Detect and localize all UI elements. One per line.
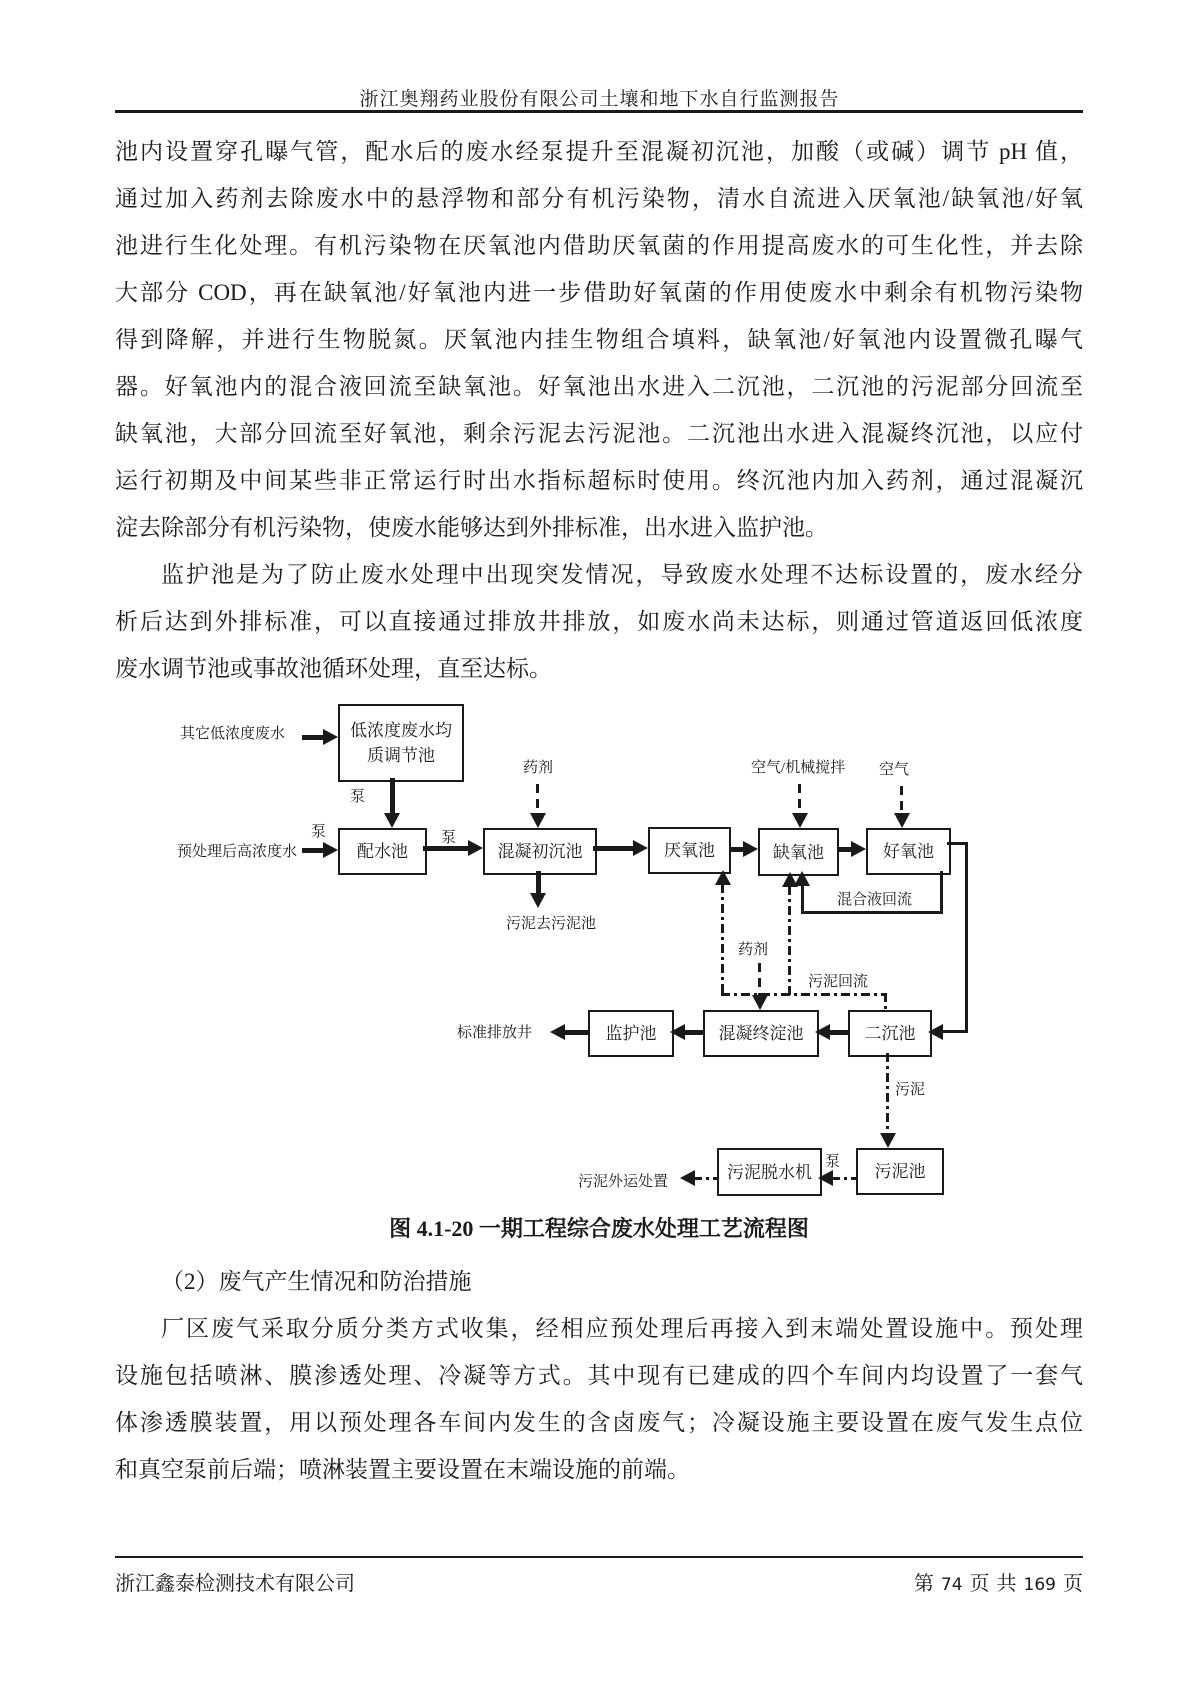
flow-dashed-agent-to-coagfinal xyxy=(758,963,761,996)
arrowhead-right-icon xyxy=(323,729,338,745)
flow-dashed-agent-to-coagprimary xyxy=(536,784,539,814)
paragraph-line: 析后达到外排标准，可以直接通过排放井排放，如废水尚未达标，则通过管道返回低浓度 xyxy=(115,609,1083,634)
page-number-conjunction: 共 xyxy=(996,1573,1017,1595)
flow-label-agent-2: 药剂 xyxy=(738,942,769,958)
flow-line-into-secondary xyxy=(941,1030,968,1033)
flow-box-guard-tank: 监护池 xyxy=(588,1010,674,1057)
flow-dashdot-sludgereturn-horizontal xyxy=(721,993,887,996)
page-number xyxy=(914,1567,1083,1596)
flow-label-sludge: 污泥 xyxy=(895,1082,926,1098)
arrowhead-right-icon xyxy=(323,842,338,858)
flow-label-pump-1: 泵 xyxy=(350,789,366,805)
flow-dashdot-sludgereturn-to-anaerobic xyxy=(721,884,724,996)
section-heading: （2）废气产生情况和防治措施 xyxy=(161,1269,472,1294)
flow-line-mixedreturn-right xyxy=(940,871,943,914)
paragraph-line: 淀去除部分有机污染物，使废水能够达到外排标准，出水进入监护池。 xyxy=(115,515,828,540)
arrowhead-right-icon xyxy=(468,840,483,856)
flow-line-coagfinal-to-guard xyxy=(683,1030,703,1035)
arrowhead-down-icon xyxy=(880,1133,896,1148)
flow-dashdot-sludgetank-to-dewatering xyxy=(831,1177,856,1180)
arrowhead-down-icon xyxy=(752,995,768,1010)
arrowhead-left-icon xyxy=(680,1170,695,1186)
flow-box-distribution-tank: 配水池 xyxy=(338,828,427,875)
paragraph-line: 设施包括喷淋、膜渗透处理、冷凝等方式。其中现有已建成的四个车间内均设置了一套气 xyxy=(115,1363,1083,1388)
flow-box-anaerobic-tank: 厌氧池 xyxy=(648,827,731,874)
flow-box-coagulation-primary-tank: 混凝初沉池 xyxy=(483,828,597,875)
flow-dashdot-sludgereturn-to-anoxic xyxy=(788,886,791,996)
paragraph-line: 得到降解，并进行生物脱氮。厌氧池内挂生物组合填料，缺氧池/好氧池内设置微孔曝气 xyxy=(115,327,1083,352)
flow-line-secondary-to-coagfinal xyxy=(828,1030,848,1035)
arrowhead-down-icon xyxy=(384,813,400,828)
flow-dashdot-sludgereturn-from-secondary xyxy=(884,993,887,1011)
flow-box-coagulation-final-tank: 混凝终淀池 xyxy=(703,1010,819,1057)
flow-dashed-air-to-aerobic xyxy=(900,786,903,814)
flow-box-aerobic-tank: 好氧池 xyxy=(866,828,951,875)
flow-label-agent-1: 药剂 xyxy=(523,760,554,776)
paragraph-line: 缺氧池，大部分回流至好氧池，剩余污泥去污泥池。二沉池出水进入混凝终沉池，以应付 xyxy=(115,421,1083,446)
flow-line-aerobic-out-vertical xyxy=(965,842,968,1032)
flow-label-sludge-return: 污泥回流 xyxy=(808,974,869,990)
flow-line-distribution-to-coagprimary xyxy=(423,846,470,851)
arrowhead-up-icon xyxy=(715,870,731,885)
arrowhead-right-icon xyxy=(743,841,758,857)
flow-line-coagprimary-to-anaerobic xyxy=(593,846,635,851)
flow-label-air-mechanical-mixing: 空气/机械搅拌 xyxy=(751,760,846,776)
page-number-prefix: 第 xyxy=(913,1573,934,1595)
paragraph-line: 大部分 COD，再在缺氧池/好氧池内进一步借助好氧菌的作用使废水中剩余有机物污染物 xyxy=(115,280,1083,305)
paragraph-line: 厂区废气采取分质分类方式收集，经相应预处理后再接入到末端处置设施中。预处理 xyxy=(161,1316,1083,1341)
flow-label-pump-2: 泵 xyxy=(311,824,327,840)
paragraph-line: 体渗透膜装置，用以预处理各车间内发生的含卤废气；冷凝设施主要设置在废气发生点位 xyxy=(115,1410,1083,1435)
flow-line-pretreated-to-distribution xyxy=(302,848,325,853)
arrowhead-left-icon xyxy=(818,1170,833,1186)
flow-box-secondary-settling-tank: 二沉池 xyxy=(848,1010,932,1057)
arrowhead-right-icon xyxy=(633,840,648,856)
flow-dashdot-dewatering-to-disposal xyxy=(693,1177,717,1180)
flow-label-standard-discharge-well: 标准排放井 xyxy=(457,1025,533,1041)
figure-caption: 图 4.1-20 一期工程综合废水处理工艺流程图 xyxy=(389,1216,809,1241)
header-rule xyxy=(115,110,1083,113)
paragraph-line: 废水调节池或事故池循环处理，直至达标。 xyxy=(115,656,552,681)
paragraphs-top xyxy=(115,128,1083,692)
flow-label-mixed-liquor-return: 混合液回流 xyxy=(837,892,913,908)
flow-line-guard-to-dischargewell xyxy=(563,1030,588,1035)
paragraph-line: 器。好氧池内的混合液回流至缺氧池。好氧池出水进入二沉池，二沉池的污泥部分回流至 xyxy=(115,374,1083,399)
arrowhead-right-icon xyxy=(851,841,866,857)
footer-rule xyxy=(115,1556,1083,1558)
flow-box-sludge-tank: 污泥池 xyxy=(856,1148,944,1195)
flow-dashdot-secondary-to-sludgetank xyxy=(886,1053,889,1135)
flow-line-otherlow-to-equalization xyxy=(302,735,325,740)
arrowhead-up-icon xyxy=(782,872,798,887)
paragraph-line: 通过加入药剂去除废水中的悬浮物和部分有机污染物，清水自流进入厌氧池/缺氧池/好氧 xyxy=(115,186,1083,211)
flow-box-anoxic-tank: 缺氧池 xyxy=(758,828,839,876)
paragraph-line: 监护池是为了防止废水处理中出现突发情况，导致废水处理不达标设置的，废水经分 xyxy=(161,562,1083,587)
flow-dashed-airmix-to-anoxic xyxy=(798,784,801,814)
page-number-unit: 页 xyxy=(1063,1573,1083,1595)
paragraph-line: 池内设置穿孔曝气管，配水后的废水经泵提升至混凝初沉池，加酸（或碱）调节 pH 值， xyxy=(115,139,1083,164)
arrowhead-down-icon xyxy=(894,813,910,828)
flow-label-sludge-offsite-disposal: 污泥外运处置 xyxy=(578,1174,669,1190)
footer-company: 浙江鑫泰检测技术有限公司 xyxy=(115,1573,355,1595)
flow-label-pump-3: 泵 xyxy=(441,830,457,846)
page-number-current: 74 xyxy=(940,1575,963,1595)
arrowhead-down-icon xyxy=(530,893,546,908)
flow-label-sludge-to-sludge-tank: 污泥去污泥池 xyxy=(506,916,597,932)
paragraphs-bottom xyxy=(115,1258,1083,1493)
page-number-total: 169 xyxy=(1023,1575,1056,1595)
flow-label-air: 空气 xyxy=(879,762,910,778)
flow-line-mixedreturn-bottom xyxy=(801,911,943,914)
flow-label-other-low-concentration-wastewater: 其它低浓度废水 xyxy=(180,726,286,742)
flow-label-pretreated-high-concentration-water: 预处理后高浓度水 xyxy=(177,844,298,860)
flow-line-mixedreturn-left xyxy=(801,886,804,914)
process-flow-diagram xyxy=(165,700,995,1210)
paragraph-line: 和真空泵前后端；喷淋装置主要设置在末端设施的前端。 xyxy=(115,1457,690,1482)
flow-box-sludge-dewatering-machine: 污泥脱水机 xyxy=(717,1148,822,1196)
arrowhead-down-icon xyxy=(792,813,808,828)
arrowhead-down-icon xyxy=(530,813,546,828)
paragraph-line: 运行初期及中间某些非正常运行时出水指标超标时使用。终沉池内加入药剂，通过混凝沉 xyxy=(115,468,1083,493)
paragraph-line: 池进行生化处理。有机污染物在厌氧池内借助厌氧菌的作用提高废水的可生化性，并去除 xyxy=(115,233,1083,258)
page-number-unit: 页 xyxy=(969,1573,990,1595)
flow-box-equalization-tank: 低浓度废水均质调节池 xyxy=(338,704,464,782)
header-title: 浙江奥翔药业股份有限公司土壤和地下水自行监测报告 xyxy=(359,89,840,110)
flow-line-equalization-to-distribution xyxy=(390,778,395,815)
flow-label-pump-4: 泵 xyxy=(825,1154,841,1170)
arrowhead-left-icon xyxy=(928,1024,943,1040)
